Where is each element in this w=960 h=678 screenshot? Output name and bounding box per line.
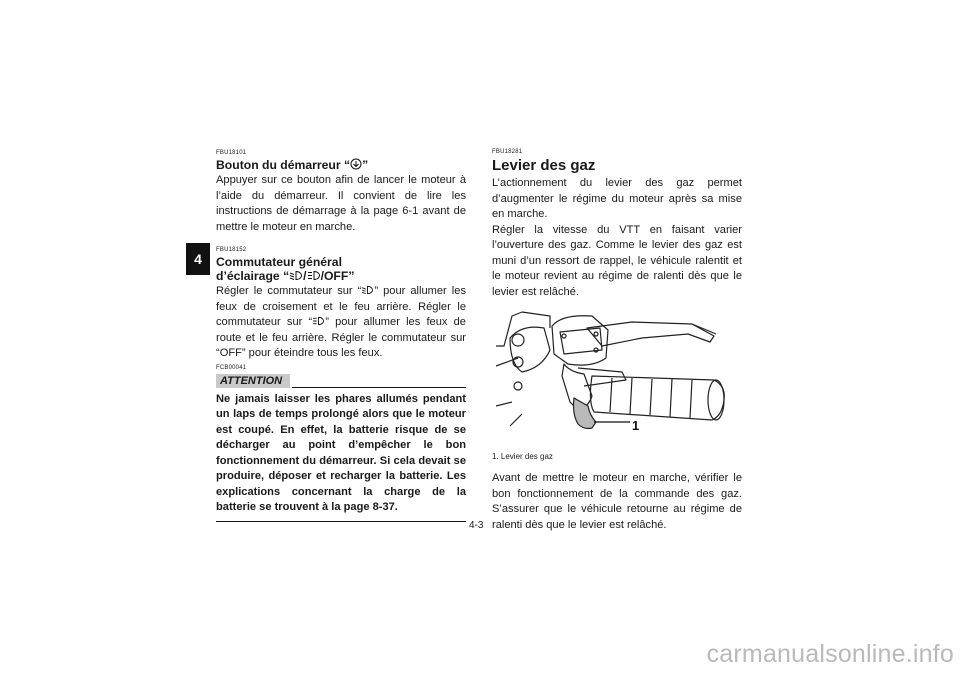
chapter-tab: 4 (186, 243, 210, 275)
high-beam-icon (312, 316, 325, 326)
attention-code: FCB00041 (216, 364, 247, 371)
body-text: Régler le commutateur sur “ (216, 285, 362, 297)
watermark: carmanualsonline.info (706, 640, 954, 668)
left-column (216, 150, 466, 522)
figure-caption: 1. Levier des gaz (492, 452, 553, 461)
section-code: FBU18152 (216, 247, 247, 253)
attention-label: ATTENTION (216, 374, 290, 388)
light-switch-body (216, 284, 466, 362)
body-text: ” pour allumer les feux de route et le feu arrière. Régler le commutateur sur “OFF” pour éteindre tous les feux. (216, 316, 466, 359)
attention-rule (292, 387, 466, 388)
low-beam-icon (361, 285, 374, 295)
handlebar-drawing (492, 306, 742, 448)
throttle-intro: L’actionnement du levier des gaz permet d’augmenter le régime du moteur après sa mise en marche. (492, 177, 742, 220)
starter-button-heading (216, 158, 466, 172)
section-code: FBU18281 (492, 149, 523, 155)
high-beam-icon (307, 270, 321, 281)
body-text: ” pour allumer les feux de croisement et le feu arrière. Régler le commutateur sur “ (216, 285, 466, 328)
throttle-description: Régler la vitesse du VTT en faisant varier l’ouverture des gaz. Comme le levier des gaz est muni d’un ressort de rappel, le véhicule ralentit et le moteur revient au régime de ralenti dès que le levier est relâché. (492, 223, 742, 298)
starter-icon (350, 158, 362, 170)
heading-sep: / (303, 269, 307, 283)
light-switch-heading-line2 (216, 269, 466, 283)
throttle-check: Avant de mettre le moteur en marche, vérifier le bon fonctionnement de la commande des gaz. S’assurer que le véhicule retourne au régime de ralenti dès que le levier est relâché. (492, 472, 742, 531)
right-column (492, 149, 742, 533)
throttle-heading: Levier des gaz (492, 157, 596, 174)
heading-text: d’éclairage “ (216, 269, 290, 283)
section-code: FBU18101 (216, 150, 247, 156)
callout-number: 1 (632, 418, 640, 433)
heading-text-end: ” (362, 158, 369, 172)
heading-text-end: /OFF” (320, 269, 355, 283)
page-number: 4-3 (469, 520, 484, 531)
low-beam-icon (289, 270, 303, 281)
starter-button-body: Appuyer sur ce bouton afin de lancer le moteur à l’aide du démarreur. Il convient de lire les instructions de démarrage à la page 6-1 avant de mettre le moteur en marche. (216, 174, 466, 233)
attention-body: Ne jamais laisser les phares allumés pendant un laps de temps prolongé alors que le moteur est coupé. En effet, la batterie risque de se décharger au point d’empêcher le bon fonctionnement du démarreur. Si cela devait se produire, déposer et recharger la batterie. Les explications concernant la charge de la batterie se trouvent à la page 8-37. (216, 392, 466, 522)
heading-text: Bouton du démarreur “ (216, 158, 351, 172)
light-switch-heading: Commutateur général (216, 255, 342, 269)
throttle-lever-illustration (492, 306, 742, 448)
attention-header (216, 374, 466, 390)
